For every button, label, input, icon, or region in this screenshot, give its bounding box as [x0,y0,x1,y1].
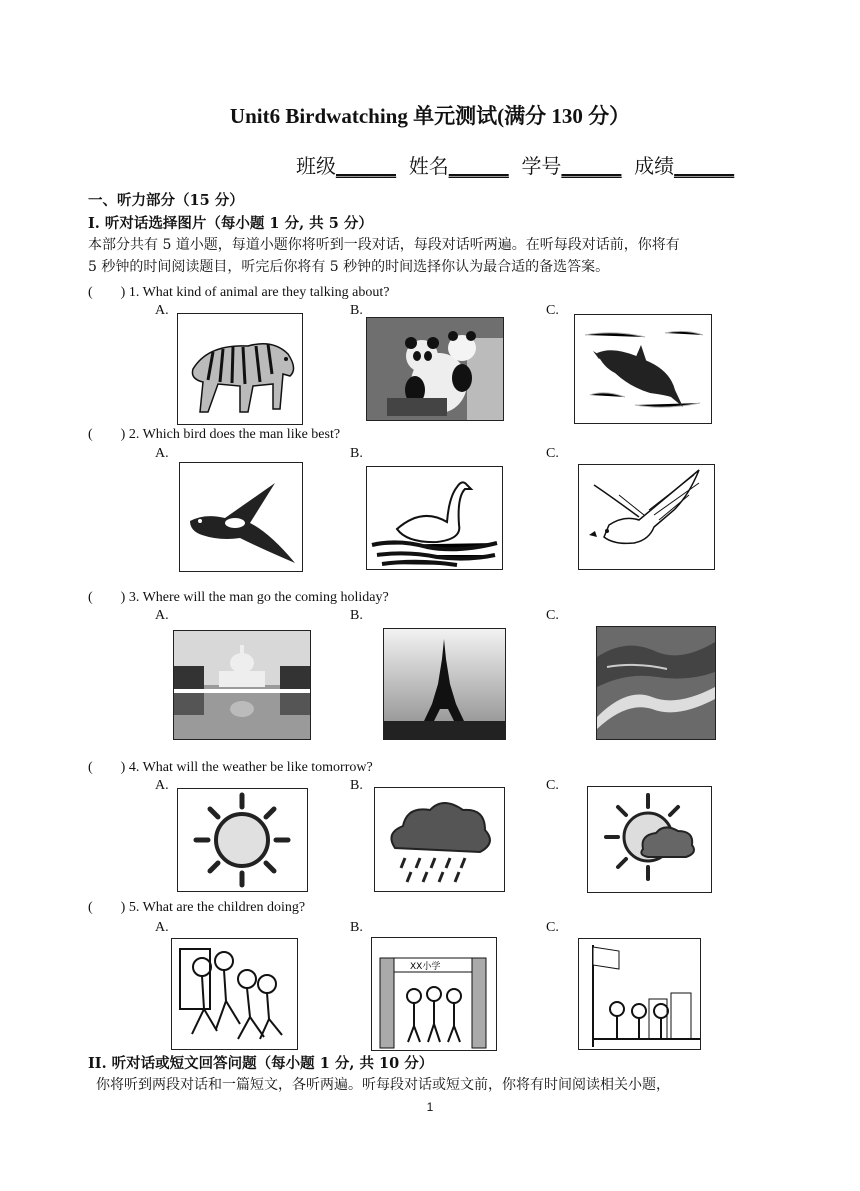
number-blank[interactable]: ______ [561,154,622,178]
option-3b-label: B. [350,608,363,623]
sun-cloud-icon[interactable] [587,786,712,893]
option-2a-label: A. [155,446,169,461]
part-one-heading: I. 听对话选择图片（每小题 1 分, 共 5 分） [88,215,373,232]
sun-icon[interactable] [177,788,308,892]
number-label: 学号 [521,154,562,178]
part-one-instructions-1: 本部分共有 5 道小题，每道小题你将听到一段对话，每段对话听两遍。在听每段对话前，你将有 [88,237,680,253]
option-1c-label: C. [546,303,559,318]
question-5: ( ) 5. What are the children doing? [88,900,306,915]
page-title: Unit6 Birdwatching 单元测试(满分 130 分） [229,104,631,128]
svg-text:XX小学: XX小学 [410,962,441,972]
great-wall-icon[interactable] [596,626,716,740]
question-2: ( ) 2. Which bird does the man like best? [88,427,341,442]
option-4a-label: A. [155,778,169,793]
question-1: ( ) 1. What kind of animal are they talking about? [88,285,390,300]
swan-icon[interactable] [366,466,503,570]
name-label: 姓名 [408,154,449,178]
option-1a-label: A. [155,303,169,318]
option-5a-label: A. [155,920,169,935]
children-school-gate-icon[interactable] [371,937,497,1051]
rain-cloud-icon[interactable] [374,787,505,892]
children-flag-icon[interactable] [578,938,701,1050]
class-label: 班级 [296,154,336,178]
tiger-icon[interactable] [177,313,303,425]
page-number: 1 [426,1100,434,1114]
student-info-line [296,150,734,179]
option-5c-label: C. [546,920,559,935]
part-two-heading: II. 听对话或短文回答问题（每小题 1 分, 共 10 分） [88,1055,434,1072]
option-3c-label: C. [546,608,559,623]
question-3: ( ) 3. Where will the man go the coming holiday? [88,590,389,605]
option-3a-label: A. [155,608,169,623]
option-1b-label: B. [350,303,363,318]
eiffel-tower-icon[interactable] [383,628,506,740]
capitol-icon[interactable] [173,630,311,740]
option-4c-label: C. [546,778,559,793]
score-blank[interactable]: ______ [674,154,735,178]
children-running-icon[interactable] [171,938,298,1050]
option-2c-label: C. [546,446,559,461]
swallow-icon[interactable] [179,462,303,572]
name-blank[interactable]: ______ [448,154,509,178]
class-blank[interactable]: ______ [336,154,396,178]
eagle-icon[interactable] [578,464,715,570]
option-5b-label: B. [350,920,363,935]
section-heading-listening: 一、听力部分（15 分） [88,192,244,209]
part-two-instructions: 你将听到两段对话和一篇短文，各听两遍。听每段对话或短文前，你将有时间阅读相关小题， [96,1077,670,1093]
part-one-instructions-2: 5 秒钟的时间阅读题目，听完后你将有 5 秒钟的时间选择你认为最合适的备选答案。 [88,259,610,275]
option-4b-label: B. [350,778,363,793]
question-4: ( ) 4. What will the weather be like tomorrow? [88,760,373,775]
dolphin-icon[interactable] [574,314,712,424]
score-label: 成绩 [634,154,675,178]
panda-icon[interactable] [366,317,504,421]
option-2b-label: B. [350,446,363,461]
